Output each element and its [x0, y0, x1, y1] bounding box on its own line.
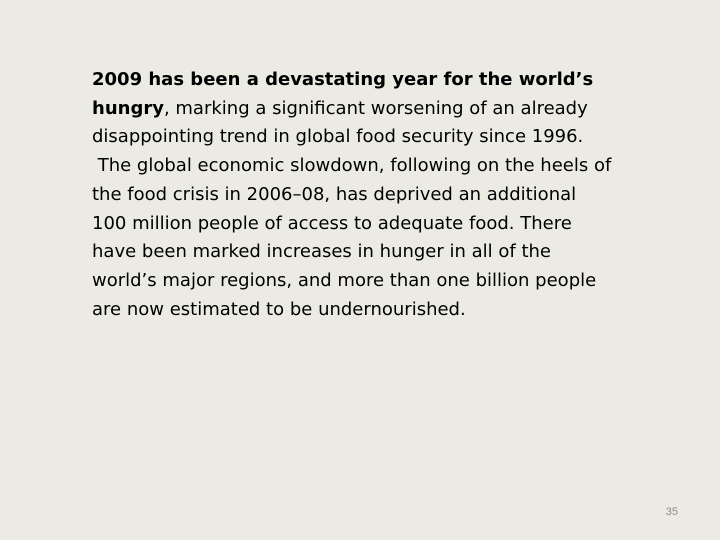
- paragraph-economic-slowdown: [92, 152, 612, 324]
- paragraph-food-security-trend: [92, 66, 612, 152]
- lead-sentence-continuation: , marking a significant worsening of an already disappointing trend in global food security since 1996.: [92, 97, 588, 148]
- economic-slowdown-text: The global economic slowdown, following on the heels of the food crisis in 2006–08, has deprived an additional 100 million people of access to adequate food. There have been marked increases in hunger in all of the world’s major regions, and more than one billion people are now estimated to be undernourished.: [92, 155, 612, 320]
- slide-body-text: [92, 66, 612, 324]
- bold-lead-sentence: 2009 has been a devastating year for the world’s hungry: [92, 69, 594, 119]
- page-number: 35: [665, 506, 678, 518]
